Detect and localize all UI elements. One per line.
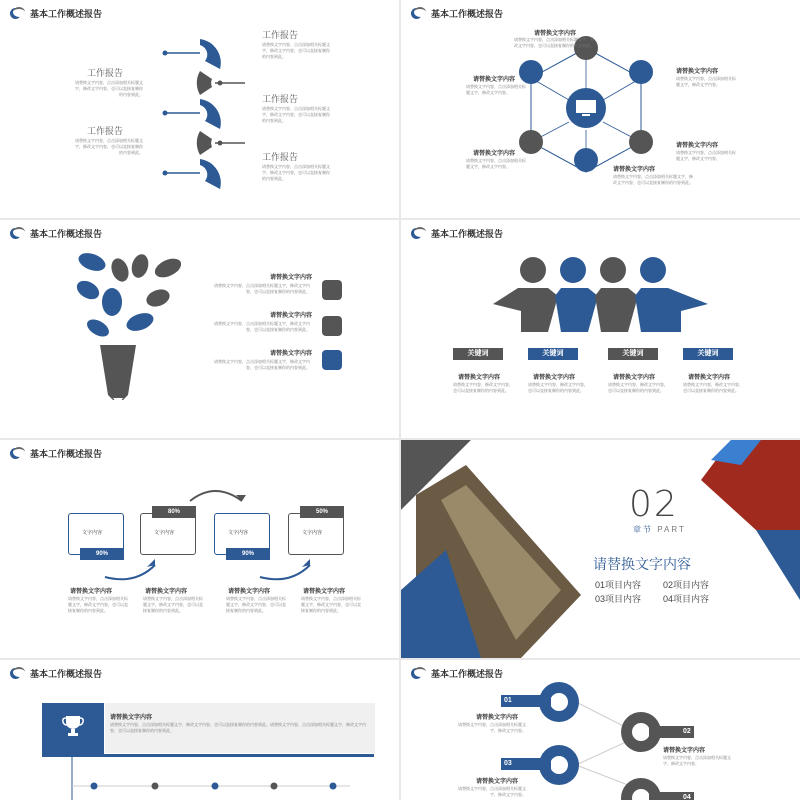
header-title: 基本工作概述报告 bbox=[431, 668, 504, 679]
box-label: 文字内容 bbox=[154, 530, 175, 536]
item-title: 请替换文字内容 bbox=[663, 748, 706, 754]
pencil-tree-icon bbox=[70, 250, 190, 400]
item-desc: 请替换文字内容，点击添加相关标题文字，修改文字内容，也可以直接复制你的内容到此。 bbox=[214, 359, 310, 370]
header-title: 基本工作概述报告 bbox=[30, 8, 103, 19]
keyword-badge: 关键词 bbox=[608, 348, 658, 360]
logo-icon bbox=[10, 448, 24, 459]
chapter-title: 请替换文字内容 bbox=[593, 556, 691, 572]
slide-4[interactable] bbox=[401, 220, 800, 438]
item-title: 请替换文字内容 bbox=[476, 779, 519, 785]
step-number: 03 bbox=[504, 760, 512, 767]
header-title: 基本工作概述报告 bbox=[30, 668, 103, 679]
item-desc: 请替换文字内容，点击添加相关标题文字，修改文字内容，也可以直接复制你的内容到此。 bbox=[214, 283, 310, 294]
item-title: 工作报告 bbox=[87, 126, 124, 136]
item-title: 请替换文字内容 bbox=[303, 589, 346, 595]
slide-header bbox=[10, 446, 102, 460]
item-desc: 请替换文字内容，点击添加相关标题文字，修改文字内容，也可以直接复制你的内容到此。 bbox=[214, 321, 310, 332]
trophy-icon bbox=[62, 714, 84, 738]
item-title: 请替换文字内容 bbox=[688, 375, 731, 381]
item-desc: 请替换文字内容，点击添加相关标题文字，修改文字内容。 bbox=[676, 150, 736, 161]
project-item: 01项目内容 bbox=[595, 580, 642, 590]
item-title: 请替换文字内容 bbox=[534, 31, 577, 37]
chapter-number: 02 bbox=[629, 484, 679, 525]
item-title: 请替换文字内容 bbox=[676, 69, 719, 75]
item-desc: 请替换文字内容，点击添加相关标题文字，修改文字内容。 bbox=[466, 158, 526, 169]
keyword-badge: 关键词 bbox=[683, 348, 733, 360]
item-desc: 请替换文字内容，点击添加相关标题文字，修改文字内容，也可以直接复制你的内容到此。 bbox=[75, 138, 143, 155]
item-desc: 请替换文字内容，修改文字内容，也可以直接复制你的内容到此。 bbox=[528, 382, 588, 393]
percent-badge: 90% bbox=[80, 548, 124, 560]
item-title: 请替换文字内容 bbox=[270, 351, 313, 357]
slide-8[interactable] bbox=[401, 660, 800, 800]
header-title: 基本工作概述报告 bbox=[431, 228, 504, 239]
search-icon bbox=[322, 350, 342, 370]
slide-2[interactable] bbox=[401, 0, 800, 218]
item-desc: 请替换文字内容，点击添加相关标题文字，修改文字内容，也可以直接复制你的内容到此。 bbox=[143, 596, 203, 613]
logo-icon bbox=[411, 668, 425, 679]
panel-title: 请替换文字内容 bbox=[110, 715, 153, 721]
item-desc: 请替换文字内容，修改文字内容，也可以直接复制你的内容到此。 bbox=[453, 382, 513, 393]
item-desc: 请替换文字内容，点击添加相关标题文字，修改文字内容，也可以直接复制你的内容到此。 bbox=[75, 80, 143, 97]
header-title: 基本工作概述报告 bbox=[30, 228, 103, 239]
item-desc: 请替换文字内容，修改文字内容，也可以直接复制你的内容到此。 bbox=[608, 382, 668, 393]
item-desc: 请替换文字内容，点击添加相关标题文字，修改文字内容，也可以直接复制你的内容到此。 bbox=[226, 596, 286, 613]
item-desc: 请替换文字内容，点击添加相关标题文字，修改文字内容，也可以直接复制你的内容到此。 bbox=[613, 174, 693, 185]
percent-badge: 90% bbox=[226, 548, 270, 560]
step-number: 01 bbox=[504, 697, 512, 704]
document-icon bbox=[322, 280, 342, 300]
item-title: 请替换文字内容 bbox=[458, 375, 501, 381]
item-desc: 请替换文字内容，点击添加相关标题文字，修改文字内容，也可以直接复制你的内容到此。 bbox=[262, 164, 330, 181]
logo-icon bbox=[10, 8, 24, 19]
logo-icon bbox=[411, 8, 425, 19]
logo-icon bbox=[10, 668, 24, 679]
item-title: 请替换文字内容 bbox=[270, 313, 313, 319]
item-title: 请替换文字内容 bbox=[473, 151, 516, 157]
slide-header bbox=[411, 226, 503, 240]
slide-3[interactable] bbox=[0, 220, 399, 438]
diamond-icon bbox=[322, 316, 342, 336]
slide-header bbox=[10, 666, 102, 680]
slide-7[interactable] bbox=[0, 660, 399, 800]
box-label: 文字内容 bbox=[82, 530, 103, 536]
logo-icon bbox=[411, 228, 425, 239]
step-number: 04 bbox=[683, 794, 691, 800]
project-item: 02项目内容 bbox=[663, 580, 710, 590]
item-desc: 请替换文字内容，点击添加相关标题文字，修改文字内容。 bbox=[466, 84, 526, 95]
item-desc: 请替换文字内容，点击添加相关标题文字，修改文字内容，也可以直接复制你的内容到此。 bbox=[514, 37, 594, 48]
panel-desc: 请替换文字内容，点击添加相关标题文字，修改文字内容，也可以直接复制你的内容到此。请替换文字内容，点击添加相关标题文字，修改文字内容，也可以直接复制你的内容到此。 bbox=[110, 722, 366, 733]
keyword-badge: 关键词 bbox=[528, 348, 578, 360]
people-icon bbox=[493, 256, 708, 336]
item-desc: 请替换文字内容，点击添加相关标题文字，修改文字内容。 bbox=[676, 76, 736, 87]
box-label: 文字内容 bbox=[302, 530, 323, 536]
percent-badge: 50% bbox=[300, 506, 344, 518]
item-title: 请替换文字内容 bbox=[473, 77, 516, 83]
item-title: 请替换文字内容 bbox=[70, 589, 113, 595]
item-desc: 请替换文字内容，点击添加相关标题文字，修改文字内容。 bbox=[663, 755, 731, 766]
item-desc: 请替换文字内容，点击添加相关标题文字，修改文字内容，也可以直接复制你的内容到此。 bbox=[301, 596, 361, 613]
percent-badge: 80% bbox=[152, 506, 196, 518]
item-desc: 请替换文字内容，点击添加相关标题文字，修改文字内容。 bbox=[458, 786, 526, 797]
item-desc: 请替换文字内容，点击添加相关标题文字，修改文字内容，也可以直接复制你的内容到此。 bbox=[262, 42, 330, 59]
slide-6[interactable] bbox=[401, 440, 800, 658]
project-item: 03项目内容 bbox=[595, 594, 642, 604]
project-item: 04项目内容 bbox=[663, 594, 710, 604]
key-diagram bbox=[491, 680, 721, 800]
item-title: 请替换文字内容 bbox=[613, 167, 656, 173]
item-title: 工作报告 bbox=[87, 68, 124, 78]
item-title: 请替换文字内容 bbox=[613, 375, 656, 381]
header-title: 基本工作概述报告 bbox=[30, 448, 103, 459]
slide-1[interactable] bbox=[0, 0, 399, 218]
item-title: 请替换文字内容 bbox=[145, 589, 188, 595]
item-title: 工作报告 bbox=[262, 30, 299, 40]
chapter-label bbox=[633, 524, 686, 535]
slide-header bbox=[411, 6, 503, 20]
timeline bbox=[60, 756, 360, 800]
fan-diagram bbox=[160, 35, 250, 195]
item-title: 请替换文字内容 bbox=[533, 375, 576, 381]
item-title: 工作报告 bbox=[262, 94, 299, 104]
item-title: 请替换文字内容 bbox=[676, 143, 719, 149]
chapter-text: 章节 bbox=[633, 525, 653, 534]
item-desc: 请替换文字内容，修改文字内容，也可以直接复制你的内容到此。 bbox=[683, 382, 743, 393]
item-title: 请替换文字内容 bbox=[270, 275, 313, 281]
slide-header bbox=[10, 226, 102, 240]
slide-header bbox=[10, 6, 102, 20]
part-text: PART bbox=[657, 525, 686, 534]
logo-icon bbox=[10, 228, 24, 239]
slide-5[interactable] bbox=[0, 440, 399, 658]
slide-header bbox=[411, 666, 503, 680]
keyword-badge: 关键词 bbox=[453, 348, 503, 360]
item-title: 工作报告 bbox=[262, 152, 299, 162]
chapter-graphic bbox=[401, 440, 800, 658]
item-desc: 请替换文字内容，点击添加相关标题文字，修改文字内容。 bbox=[458, 722, 526, 733]
item-desc: 请替换文字内容，点击添加相关标题文字，修改文字内容，也可以直接复制你的内容到此。 bbox=[262, 106, 330, 123]
item-title: 请替换文字内容 bbox=[476, 715, 519, 721]
item-title: 请替换文字内容 bbox=[228, 589, 271, 595]
box-label: 文字内容 bbox=[228, 530, 249, 536]
item-desc: 请替换文字内容，点击添加相关标题文字，修改文字内容，也可以直接复制你的内容到此。 bbox=[68, 596, 128, 613]
header-title: 基本工作概述报告 bbox=[431, 8, 504, 19]
step-number: 02 bbox=[683, 728, 691, 735]
